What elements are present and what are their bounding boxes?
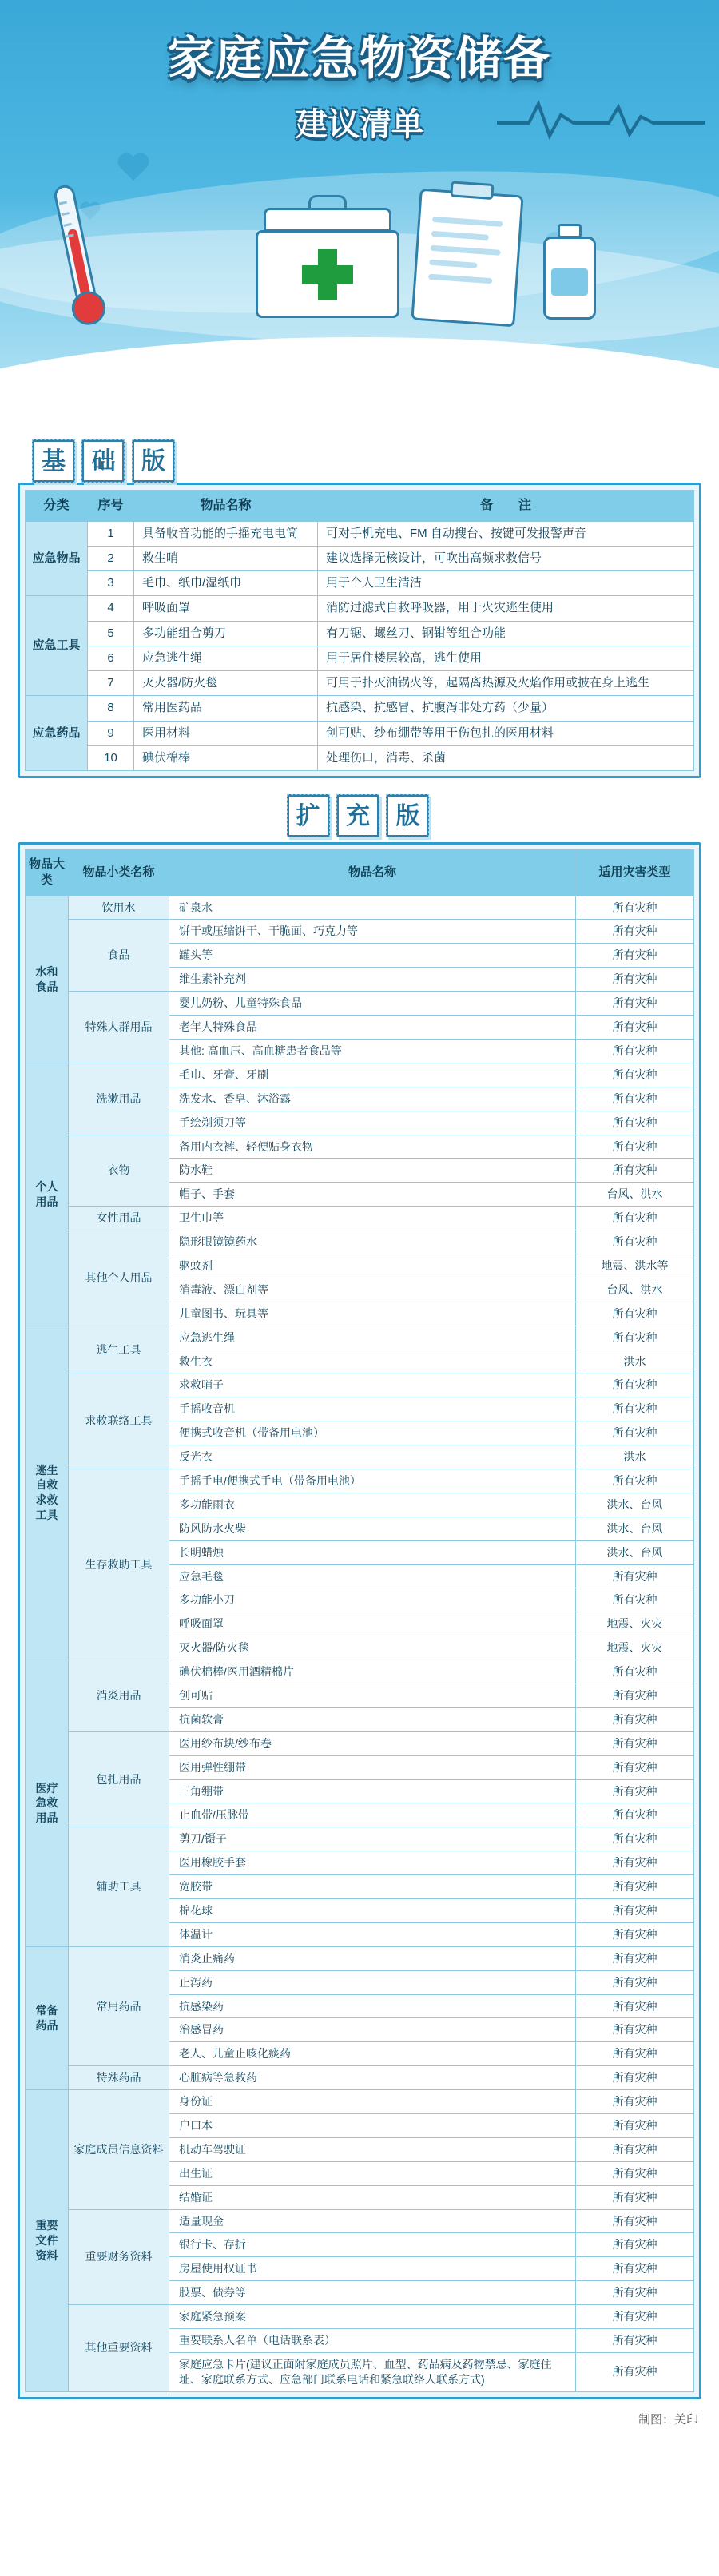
column-header: 物品名称 (134, 491, 318, 522)
cell-disaster-type: 所有灾种 (576, 1994, 694, 2018)
cell-item-name: 备用内衣裤、轻便贴身衣物 (169, 1135, 576, 1159)
sub-category-cell: 家庭成员信息资料 (69, 2090, 169, 2209)
table-row (26, 1230, 694, 1254)
table-row (26, 1326, 694, 1350)
cell-note: 用于个人卫生清洁 (318, 571, 694, 596)
table-row (26, 745, 694, 770)
category-cell: 应急工具 (26, 596, 88, 696)
cell-disaster-type: 所有灾种 (576, 1159, 694, 1183)
cell-item-name: 毛巾、牙膏、牙刷 (169, 1063, 576, 1087)
cell-note: 创可贴、纱布绷带等用于伤包扎的医用材料 (318, 721, 694, 745)
cell-no: 8 (88, 696, 134, 721)
cell-item-name: 驱蚊剂 (169, 1254, 576, 1278)
sub-category-cell: 洗漱用品 (69, 1063, 169, 1135)
table-row (26, 896, 694, 920)
badge-char: 基 (32, 439, 75, 483)
cell-item-name: 婴儿奶粉、儿童特殊食品 (169, 992, 576, 1016)
cell-item-name: 隐形眼镜镜药水 (169, 1230, 576, 1254)
cell-item-name: 医用橡胶手套 (169, 1851, 576, 1875)
major-category-cell: 常备药品 (26, 1946, 69, 2089)
cell-item-name: 矿泉水 (169, 896, 576, 920)
table-row (26, 920, 694, 944)
cell-note: 用于居住楼层较高，逃生使用 (318, 646, 694, 670)
table-row (26, 992, 694, 1016)
sub-category-cell: 饮用水 (69, 896, 169, 920)
cell-disaster-type: 所有灾种 (576, 2185, 694, 2209)
cell-item-name: 家庭应急卡片(建议正面附家庭成员照片、血型、药品病及药物禁忌、家庭住址、家庭联系方式、应急部门联系电话和紧急联络人联系方式) (169, 2352, 576, 2391)
cell-disaster-type: 洪水、台风 (576, 1517, 694, 1540)
cell-item-name: 结婚证 (169, 2185, 576, 2209)
cell-disaster-type: 所有灾种 (576, 1922, 694, 1946)
cell-disaster-type: 所有灾种 (576, 1899, 694, 1923)
cell-name: 救生哨 (134, 546, 318, 570)
cell-item-name: 出生证 (169, 2161, 576, 2185)
table-row (26, 1135, 694, 1159)
cell-disaster-type: 所有灾种 (576, 1588, 694, 1612)
cell-item-name: 适量现金 (169, 2209, 576, 2233)
cell-note: 处理伤口，消毒、杀菌 (318, 745, 694, 770)
cell-disaster-type: 所有灾种 (576, 1207, 694, 1230)
cell-disaster-type: 洪水 (576, 1445, 694, 1469)
cell-item-name: 多功能小刀 (169, 1588, 576, 1612)
cell-disaster-type: 所有灾种 (576, 1707, 694, 1731)
table-row (26, 1469, 694, 1493)
cell-name: 毛巾、纸巾/湿纸巾 (134, 571, 318, 596)
badge-char: 版 (132, 439, 175, 483)
sub-category-cell: 衣物 (69, 1135, 169, 1207)
cell-disaster-type: 地震、火灾 (576, 1636, 694, 1660)
cell-disaster-type: 地震、洪水等 (576, 1254, 694, 1278)
table-row (26, 2090, 694, 2114)
cell-disaster-type: 所有灾种 (576, 1230, 694, 1254)
badge-char: 版 (386, 794, 429, 837)
category-cell: 应急药品 (26, 696, 88, 771)
cell-disaster-type: 所有灾种 (576, 1111, 694, 1135)
table-row (26, 646, 694, 670)
table-header (26, 850, 694, 896)
cell-disaster-type: 所有灾种 (576, 1779, 694, 1803)
credit-line: 制图：关印 (638, 2412, 698, 2427)
cell-item-name: 老人、儿童止咳化痰药 (169, 2042, 576, 2066)
page-title: 家庭应急物资储备 (167, 33, 551, 85)
bottle-icon (543, 224, 596, 320)
cell-item-name: 银行卡、存折 (169, 2233, 576, 2257)
cell-name: 多功能组合剪刀 (134, 621, 318, 646)
cell-no: 1 (88, 521, 134, 546)
cell-disaster-type: 洪水 (576, 1350, 694, 1373)
cell-disaster-type: 所有灾种 (576, 1660, 694, 1684)
cell-disaster-type: 地震、火灾 (576, 1612, 694, 1636)
sub-category-cell: 食品 (69, 920, 169, 992)
expand-table-frame (18, 842, 701, 2399)
cell-item-name: 防风防水火柴 (169, 1517, 576, 1540)
sub-category-cell: 包扎用品 (69, 1731, 169, 1827)
column-header: 物品小类名称 (69, 850, 169, 896)
cell-item-name: 老年人特殊食品 (169, 1016, 576, 1040)
table-row (26, 1660, 694, 1684)
table-row (26, 671, 694, 696)
cell-disaster-type: 所有灾种 (576, 2042, 694, 2066)
table-body (26, 521, 694, 771)
cell-item-name: 饼干或压缩饼干、干脆面、巧克力等 (169, 920, 576, 944)
table-row (26, 621, 694, 646)
cell-item-name: 股票、债券等 (169, 2281, 576, 2305)
cell-disaster-type: 所有灾种 (576, 944, 694, 968)
cell-name: 常用医药品 (134, 696, 318, 721)
expand-section-badge (0, 794, 719, 837)
cell-item-name: 防水鞋 (169, 1159, 576, 1183)
table-row (26, 1207, 694, 1230)
cell-disaster-type: 所有灾种 (576, 1875, 694, 1899)
cell-name: 碘伏棉棒 (134, 745, 318, 770)
cell-disaster-type: 所有灾种 (576, 1016, 694, 1040)
cell-item-name: 救生衣 (169, 1350, 576, 1373)
cell-item-name: 维生素补充剂 (169, 968, 576, 992)
cell-disaster-type: 台风、洪水 (576, 1183, 694, 1207)
sub-category-cell: 特殊人群用品 (69, 992, 169, 1063)
major-category-cell: 逃生自救求救工具 (26, 1326, 69, 1660)
column-header: 物品名称 (169, 850, 576, 896)
cell-disaster-type: 所有灾种 (576, 2137, 694, 2161)
cell-disaster-type: 所有灾种 (576, 1755, 694, 1779)
table-row (26, 521, 694, 546)
cell-disaster-type: 所有灾种 (576, 1087, 694, 1111)
cell-no: 3 (88, 571, 134, 596)
cell-item-name: 心脏病等急救药 (169, 2066, 576, 2090)
cell-note: 建议选择无核设计，可吹出高频求救信号 (318, 546, 694, 570)
badge-char: 础 (81, 439, 125, 483)
cell-disaster-type: 所有灾种 (576, 1564, 694, 1588)
major-category-cell: 水和食品 (26, 896, 69, 1063)
column-header: 备 注 (318, 491, 694, 522)
sub-category-cell: 女性用品 (69, 1207, 169, 1230)
cell-disaster-type: 所有灾种 (576, 2161, 694, 2185)
cell-disaster-type: 所有灾种 (576, 1302, 694, 1326)
major-category-cell: 重要文件资料 (26, 2090, 69, 2392)
clipboard-icon (411, 189, 523, 328)
cell-note: 可用于扑灭油锅火等，起隔离热源及火焰作用或披在身上逃生 (318, 671, 694, 696)
cell-disaster-type: 所有灾种 (576, 2352, 694, 2391)
cell-no: 7 (88, 671, 134, 696)
table-row (26, 721, 694, 745)
cell-item-name: 求救哨子 (169, 1373, 576, 1397)
cell-item-name: 应急逃生绳 (169, 1326, 576, 1350)
cell-no: 9 (88, 721, 134, 745)
cell-item-name: 手摇收音机 (169, 1397, 576, 1421)
table-row (26, 596, 694, 621)
cell-name: 应急逃生绳 (134, 646, 318, 670)
cell-item-name: 碘伏棉棒/医用酒精棉片 (169, 1660, 576, 1684)
table-row (26, 571, 694, 596)
sub-category-cell: 逃生工具 (69, 1326, 169, 1373)
cell-no: 5 (88, 621, 134, 646)
cell-disaster-type: 所有灾种 (576, 2209, 694, 2233)
table-row (26, 1827, 694, 1851)
cell-disaster-type: 所有灾种 (576, 1827, 694, 1851)
basic-supplies-table (25, 490, 694, 771)
cell-item-name: 医用弹性绷带 (169, 1755, 576, 1779)
column-header: 适用灾害类型 (576, 850, 694, 896)
cell-item-name: 长明蜡烛 (169, 1540, 576, 1564)
sub-category-cell: 辅助工具 (69, 1827, 169, 1946)
cell-disaster-type: 台风、洪水 (576, 1278, 694, 1302)
cell-disaster-type: 所有灾种 (576, 2233, 694, 2257)
sub-category-cell: 其他重要资料 (69, 2305, 169, 2392)
cell-item-name: 其他: 高血压、高血糖患者食品等 (169, 1039, 576, 1063)
table-row (26, 1731, 694, 1755)
cell-no: 10 (88, 745, 134, 770)
sub-category-cell: 特殊药品 (69, 2066, 169, 2090)
cell-disaster-type: 所有灾种 (576, 1731, 694, 1755)
header-illustration (0, 160, 719, 400)
cell-item-name: 重要联系人名单（电话联系表） (169, 2329, 576, 2353)
table-row (26, 1946, 694, 1970)
cell-item-name: 抗菌软膏 (169, 1707, 576, 1731)
cell-item-name: 消毒液、漂白剂等 (169, 1278, 576, 1302)
badge-char: 扩 (287, 794, 330, 837)
badge-char: 充 (336, 794, 379, 837)
cell-item-name: 应急毛毯 (169, 1564, 576, 1588)
cell-item-name: 呼吸面罩 (169, 1612, 576, 1636)
cell-item-name: 医用纱布块/纱布卷 (169, 1731, 576, 1755)
cell-disaster-type: 所有灾种 (576, 2281, 694, 2305)
cell-disaster-type: 所有灾种 (576, 968, 694, 992)
cell-disaster-type: 所有灾种 (576, 1135, 694, 1159)
table-row (26, 2209, 694, 2233)
cell-disaster-type: 所有灾种 (576, 1326, 694, 1350)
cell-item-name: 三角绷带 (169, 1779, 576, 1803)
cell-no: 4 (88, 596, 134, 621)
cell-item-name: 反光衣 (169, 1445, 576, 1469)
table-header (26, 491, 694, 522)
cell-disaster-type: 所有灾种 (576, 1970, 694, 1994)
cell-disaster-type: 所有灾种 (576, 1373, 694, 1397)
major-category-cell: 医疗急救用品 (26, 1660, 69, 1947)
cell-disaster-type: 所有灾种 (576, 1684, 694, 1707)
page-subtitle: 建议清单 (296, 107, 423, 142)
cell-item-name: 洗发水、香皂、沐浴露 (169, 1087, 576, 1111)
cell-item-name: 家庭紧急预案 (169, 2305, 576, 2329)
cell-item-name: 治感冒药 (169, 2018, 576, 2042)
cell-name: 医用材料 (134, 721, 318, 745)
cell-disaster-type: 所有灾种 (576, 1851, 694, 1875)
cell-name: 呼吸面罩 (134, 596, 318, 621)
major-category-cell: 个人用品 (26, 1063, 69, 1326)
cell-disaster-type: 所有灾种 (576, 2257, 694, 2281)
sub-category-cell: 重要财务资料 (69, 2209, 169, 2305)
cell-item-name: 创可贴 (169, 1684, 576, 1707)
cell-item-name: 棉花球 (169, 1899, 576, 1923)
cell-disaster-type: 所有灾种 (576, 992, 694, 1016)
cell-no: 2 (88, 546, 134, 570)
cell-disaster-type: 所有灾种 (576, 1039, 694, 1063)
table-row (26, 1373, 694, 1397)
poster-header (0, 0, 719, 431)
cell-disaster-type: 所有灾种 (576, 2018, 694, 2042)
cell-item-name: 手摇手电/便携式手电（带备用电池） (169, 1469, 576, 1493)
cell-disaster-type: 所有灾种 (576, 1946, 694, 1970)
cell-note: 抗感染、抗感冒、抗腹泻非处方药（少量） (318, 696, 694, 721)
cell-disaster-type: 所有灾种 (576, 2305, 694, 2329)
cell-item-name: 儿童图书、玩具等 (169, 1302, 576, 1326)
cell-note: 消防过滤式自救呼吸器，用于火灾逃生使用 (318, 596, 694, 621)
first-aid-kit-icon (256, 208, 399, 320)
cell-disaster-type: 所有灾种 (576, 2090, 694, 2114)
cell-disaster-type: 所有灾种 (576, 896, 694, 920)
expanded-supplies-table (25, 849, 694, 2392)
table-row (26, 1063, 694, 1087)
cell-note: 可对手机充电、FM 自动搜台、按键可发报警声音 (318, 521, 694, 546)
cell-disaster-type: 所有灾种 (576, 1063, 694, 1087)
cell-item-name: 户口本 (169, 2114, 576, 2138)
cell-item-name: 止泻药 (169, 1970, 576, 1994)
column-header: 序号 (88, 491, 134, 522)
sub-category-cell: 消炎用品 (69, 1660, 169, 1732)
column-header: 物品大类 (26, 850, 69, 896)
sub-category-cell: 生存救助工具 (69, 1469, 169, 1660)
cell-item-name: 止血带/压脉带 (169, 1803, 576, 1827)
cell-item-name: 剪刀/镊子 (169, 1827, 576, 1851)
cell-disaster-type: 所有灾种 (576, 2066, 694, 2090)
cell-item-name: 宽胶带 (169, 1875, 576, 1899)
cell-disaster-type: 洪水、台风 (576, 1493, 694, 1517)
cell-item-name: 帽子、手套 (169, 1183, 576, 1207)
cell-disaster-type: 所有灾种 (576, 1469, 694, 1493)
basic-table-frame (18, 483, 701, 778)
cell-name: 灭火器/防火毯 (134, 671, 318, 696)
cell-name: 具备收音功能的手摇充电电筒 (134, 521, 318, 546)
table-body (26, 896, 694, 2391)
cell-item-name: 多功能雨衣 (169, 1493, 576, 1517)
cell-item-name: 身份证 (169, 2090, 576, 2114)
cell-no: 6 (88, 646, 134, 670)
basic-section-badge (32, 439, 719, 483)
cell-disaster-type: 所有灾种 (576, 1421, 694, 1445)
cell-item-name: 灭火器/防火毯 (169, 1636, 576, 1660)
sub-category-cell: 求救联络工具 (69, 1373, 169, 1469)
cell-disaster-type: 洪水、台风 (576, 1540, 694, 1564)
cell-disaster-type: 所有灾种 (576, 920, 694, 944)
cell-item-name: 房屋使用权证书 (169, 2257, 576, 2281)
table-row (26, 2305, 694, 2329)
cell-disaster-type: 所有灾种 (576, 2329, 694, 2353)
table-row (26, 2066, 694, 2090)
cell-disaster-type: 所有灾种 (576, 2114, 694, 2138)
cell-item-name: 便携式收音机（带备用电池） (169, 1421, 576, 1445)
column-header: 分类 (26, 491, 88, 522)
cell-item-name: 消炎止痛药 (169, 1946, 576, 1970)
cell-note: 有刀锯、螺丝刀、钢钳等组合功能 (318, 621, 694, 646)
cell-item-name: 抗感染药 (169, 1994, 576, 2018)
cell-item-name: 机动车驾驶证 (169, 2137, 576, 2161)
table-row (26, 696, 694, 721)
cell-item-name: 体温计 (169, 1922, 576, 1946)
category-cell: 应急物品 (26, 521, 88, 596)
sub-category-cell: 常用药品 (69, 1946, 169, 2065)
table-row (26, 546, 694, 570)
cell-item-name: 罐头等 (169, 944, 576, 968)
cell-disaster-type: 所有灾种 (576, 1397, 694, 1421)
sub-category-cell: 其他个人用品 (69, 1230, 169, 1326)
cell-item-name: 手绘剃须刀等 (169, 1111, 576, 1135)
cell-item-name: 卫生巾等 (169, 1207, 576, 1230)
cell-disaster-type: 所有灾种 (576, 1803, 694, 1827)
